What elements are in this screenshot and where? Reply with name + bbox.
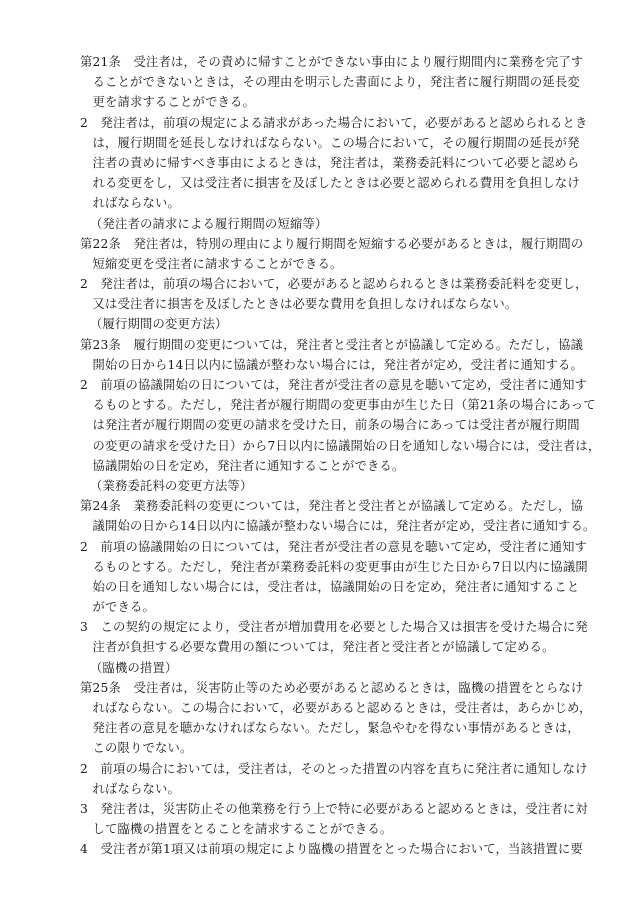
text-line: 2 前項の協議開始の日については，発注者が受注者の意見を聴いて定め，受注者に通知す: [80, 539, 588, 554]
article-23-para-1: [80, 335, 584, 375]
text-line: 2 前項の場合においては，受注者は，そのとった措置の内容を直ちに発注者に通知しなけ: [80, 761, 588, 776]
text-line: 第22条 発注者は，特別の理由により履行期間を短縮する必要があるときは，履行期間の: [80, 236, 584, 251]
document-body: [80, 52, 601, 860]
article-24-para-2: [80, 537, 588, 618]
text-line: 2 発注者は，前項の規定による請求があった場合において，必要があると認められるとき: [80, 115, 588, 130]
text-line: ればならない。: [92, 196, 180, 211]
text-line: 第25条 受注者は，災害防止等のため必要があると認めるときは，臨機の措置をとらなけ: [80, 680, 584, 695]
text-line: の変更の請求を受けた日）から7日以内に協議開始の日を通知しない場合には，受注者は，: [92, 438, 601, 453]
article-24-para-3: [80, 617, 588, 657]
text-line: 2 前項の協議開始の日については，発注者が受注者の意見を聴いて定め，受注者に通知す: [80, 378, 588, 392]
text-line: して臨機の措置をとることを請求することができる。: [92, 822, 393, 837]
text-line: ればならない。この場合において，必要があると認めるときは，受注者は，あらかじめ，: [92, 701, 592, 715]
text-line: 3 この契約の規定により，受注者が増加費用を必要とした場合又は損害を受けた場合に発: [80, 620, 588, 635]
article-25-heading: （臨機の措置）: [90, 660, 178, 675]
article-21-para-2: [80, 113, 588, 214]
article-22-heading: （発注者の請求による履行期間の短縮等）: [90, 216, 328, 231]
text-line: るものとする。ただし，発注者が履行期間の変更事由が生じた日（第21条の場合にあって: [92, 398, 596, 413]
text-line: 第24条 業務委託料の変更については，発注者と受注者とが協議して定める。ただし，協: [80, 499, 584, 514]
text-line: れる変更をし，又は受注者に損害を及ぼしたときは必要と認められる費用を負担しなけ: [92, 176, 580, 191]
text-line: ることができないときは，その理由を明示した書面により，発注者に履行期間の延長変: [92, 75, 580, 90]
article-25-para-2: [80, 759, 588, 799]
article-25-para-4: [80, 839, 583, 859]
text-line: 始の日を通知しない場合には，受注者は，協議開始の日を定め，発注者に通知すること: [92, 579, 580, 594]
text-line: ができる。: [92, 600, 155, 615]
text-line: 3 発注者は，災害防止その他業務を行う上で特に必要があると認めるときは，受注者に対: [80, 801, 588, 816]
text-line: 更を請求することができる。: [92, 95, 255, 110]
article-23-para-2: [80, 375, 601, 476]
article-21-para-1: [80, 52, 584, 113]
text-line: は発注者が履行期間の変更の請求を受けた日，前条の場合にあっては受注者が履行期間: [92, 418, 580, 433]
text-line: は，履行期間を延長しなければならない。この場合において，その履行期間の延長が発: [92, 135, 580, 150]
text-line: 開始の日から14日以内に協議が整わない場合には，発注者が定め，受注者に通知する。: [92, 357, 583, 372]
article-24-heading: （業務委託料の変更方法等）: [90, 478, 253, 493]
article-25-para-3: [80, 799, 588, 839]
text-line: この限りでない。: [92, 741, 193, 756]
text-line: 第21条 受注者は，その責めに帰すことができない事由により履行期間内に業務を完了す: [80, 55, 584, 69]
text-line: るものとする。ただし，発注者が業務委託料の変更事由が生じた日から7日以内に協議開: [92, 559, 588, 574]
text-line: 短縮変更を受注者に請求することができる。: [92, 256, 343, 271]
text-line: 注者の責めに帰すべき事由によるときは，発注者は，業務委託料について必要と認めら: [92, 155, 580, 170]
text-line: 発注者の意見を聴かなければならない。ただし，緊急やむを得ない事情があるときは，: [92, 721, 580, 736]
text-line: 第23条 履行期間の変更については，発注者と受注者とが協議して定める。ただし，協議: [80, 337, 584, 352]
article-22-para-1: [80, 234, 584, 274]
text-line: 協議開始の日を定め，発注者に通知することができる。: [92, 458, 405, 473]
article-25-para-1: [80, 678, 592, 759]
text-line: ればならない。: [92, 781, 180, 796]
text-line: 議開始の日から14日以内に協議が整わない場合には，発注者が定め，受注者に通知する。: [92, 519, 596, 534]
article-24-para-1: [80, 496, 596, 536]
text-line: 又は受注者に損害を及ぼしたときは必要な費用を負担しなければならない。: [92, 297, 518, 312]
article-23-heading: （履行期間の変更方法）: [90, 317, 228, 332]
article-22-para-2: [80, 274, 588, 314]
text-line: 2 発注者は，前項の場合において，必要があると認められるときは業務委託料を変更し，: [80, 277, 588, 292]
text-line: 注者が負担する必要な費用の額については，発注者と受注者とが協議して定める。: [92, 640, 555, 655]
text-line: 4 受注者が第1項又は前項の規定により臨機の措置をとった場合において，当該措置に要: [80, 842, 583, 857]
